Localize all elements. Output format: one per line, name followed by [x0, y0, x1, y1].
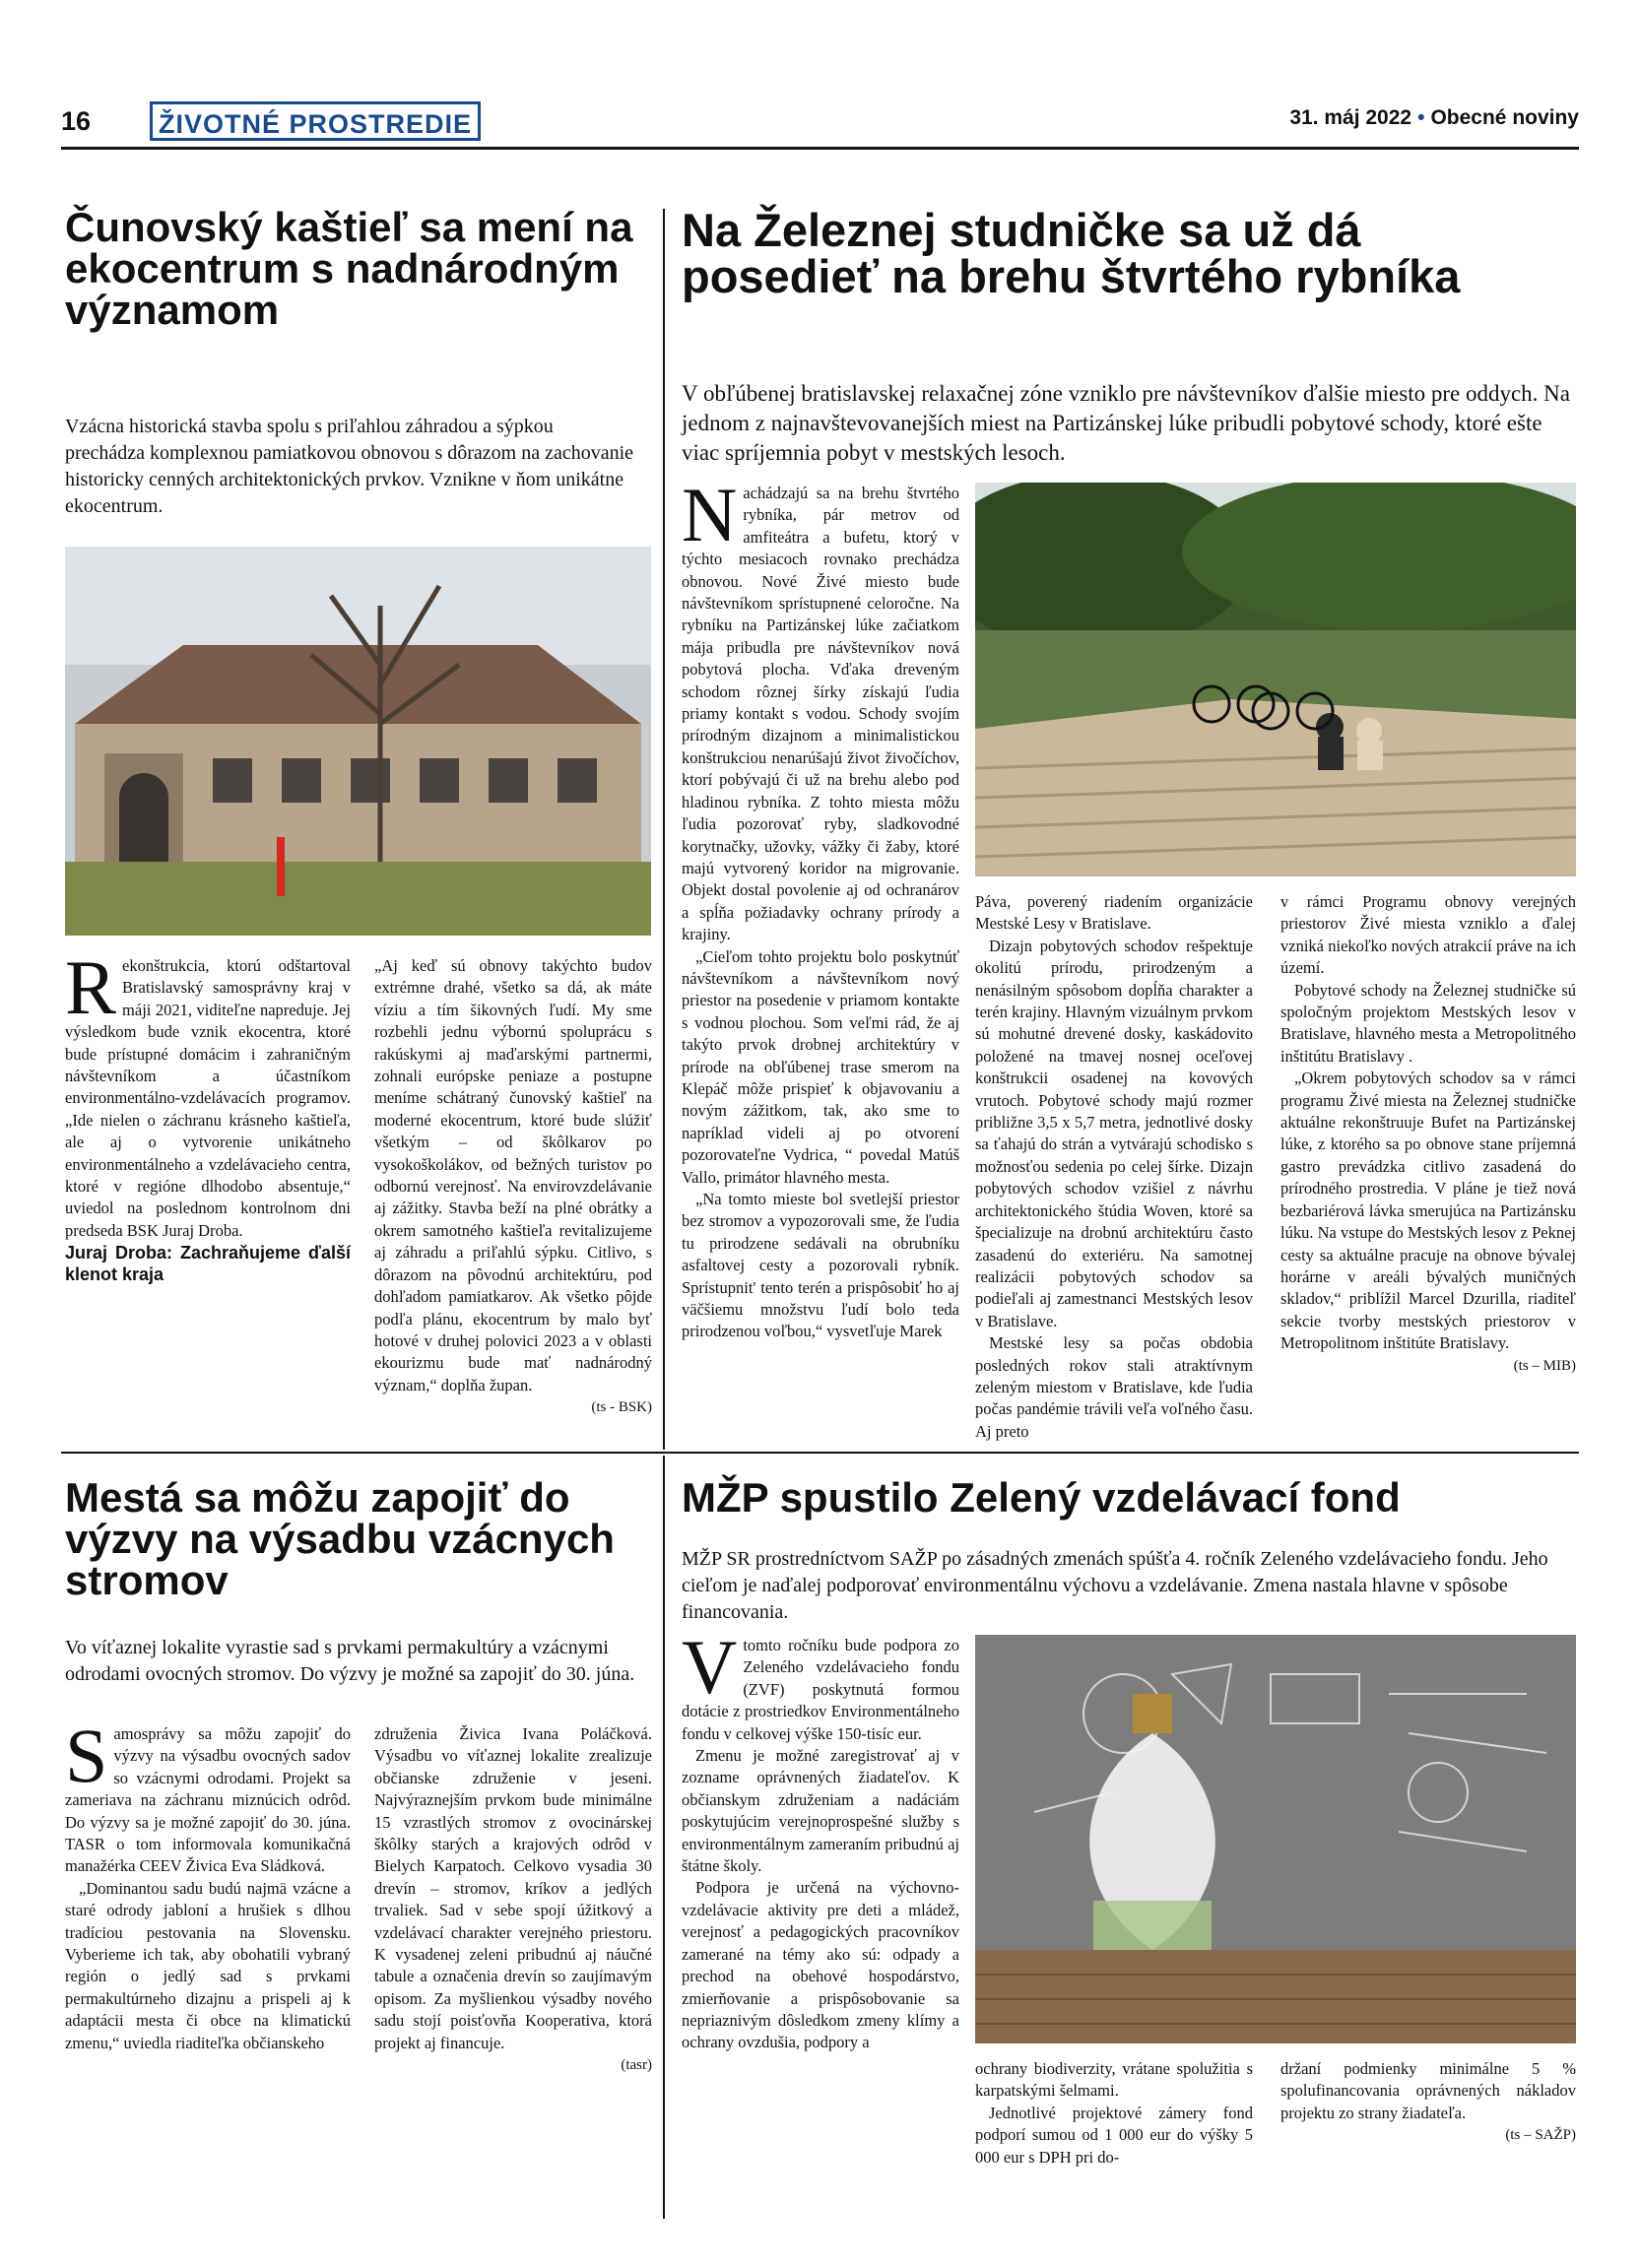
- article4-col2-text1: ochrany biodiverzity, vrátane spolužitia s karpatskými šelmami.: [975, 2059, 1253, 2101]
- article2-lead: V obľúbenej bratislavskej relaxačnej zóne vzniklo pre návštevníkov ďalšie miesto pre oddych. Na jednom z najnavštevovanejších miest na Partizánskej lúke pribudli pobytové schody, ktoré ešte viac spríjemnia pobyt v mestských lesoch.: [682, 381, 1570, 465]
- article4-lead: MŽP SR prostredníctvom SAŽP po zásadných zmenách spúšťa 4. ročník Zeleného vzdelávacieho fondu. Jeho cieľom je naďalej podporovať environmentálnu výchovu a vzdelávanie. Zmena nastala hlavne v spôsobe financovania.: [682, 1548, 1548, 1623]
- article2-photo-pond: [975, 483, 1576, 876]
- article1-column1: [65, 944, 351, 1285]
- article1-paragraph2: „Aj keď sú obnovy takýchto budov extrémne drahé, všetko sa dá, ak máte víziu a tím šikovných ľudí. My sme rozbehli jednu výbornú spoluprácu s rakúskymi aj maďarskými partnermi, zohnali európske peniaze a postupne meníme schátraný čunovský kaštieľ na moderné ekocentrum, ktoré bude slúžiť všetkým – od škôlkarov po vysokoškolákov, od bežných turistov po odbornú verejnosť. Na envirovzdelávanie aj zážitky. Stavba beží na plné obrátky a okrem samotného kaštieľa revitalizujeme aj záhradu a priľahlú sýpku. Citlivo, s dôrazom na pôvodnú architektúru, pod dohľadom pamiatkarov. Ak všetko pôjde podľa plánu, ekocentrum by malo byť hotové v druhej polovici 2023 a v oblasti ekourizmu bude mať nadnárodný význam,“ doplňa župan.: [374, 956, 652, 1394]
- article4-column1: [682, 1624, 959, 2054]
- article2-column1: [682, 472, 959, 1343]
- section-title: ŽIVOTNÉ PROSTREDIE: [150, 101, 481, 141]
- article3-headline: Mestá sa môžu zapojiť do výzvy na výsadbu vzácnych stromov: [65, 1474, 615, 1603]
- article4-col1-text3: Podpora je určená na výchovno-vzdelávacie aktivity pre deti a mládež, verejnosť a pedagogických pracovníkov zamerané na témy ako sú: odpady a prechod na obehové hospodárstvo, zmierňovanie a prispôsobovanie sa nepriaznivým dôsledkom zmeny klímy a ochrany ovzdušia, podpory a: [682, 1878, 959, 2052]
- article2-col1-quote: „Cieľom tohto projektu bolo poskytnúť návštevníkom a návštevníkom nový priestor na posedenie v priamom kontakte s vodnou plochou. Som veľmi rád, že aj takýto prvok drobnej architektúry v prírode na obľúbenej trase smerom na Klepáč môže prispieť k objavovaniu a novým zážitkom, tak, ako sme to napríklad videli aj po otvorení pozorovateľne Vydrica, “ povedal Matúš Vallo, primátor hlavného mesta.: [682, 946, 959, 1187]
- article2-dropcap: N: [682, 472, 738, 557]
- article3-column1: [65, 1713, 351, 2054]
- page-number: 16: [61, 106, 92, 136]
- article1-subhead: Juraj Droba: Zachraňujeme ďalší klenot kraja: [65, 1243, 351, 1285]
- article3-col1-text: amosprávy sa môžu zapojiť do výzvy na výsadbu ovocných sadov so vzácnymi odrodami. Projekt sa zameriava na záchranu miznúcich odrôd. Do výzvy sa je možné zapojiť do 30. júna. TASR o tom informovala komunikačná manažérka CEEV Živica Eva Sládková.: [65, 1724, 351, 1876]
- article2-col2-text1: Páva, poverený riadením organizácie Mestské Lesy v Bratislave.: [975, 892, 1253, 934]
- article3-dropcap: S: [65, 1713, 108, 1798]
- article2-signature: (ts – MIB): [1513, 1357, 1576, 1374]
- article4-column3: [1280, 2058, 1576, 2147]
- article2-col2-text3: Mestské lesy sa počas obdobia posledných rokov stali atraktívnym zeleným miestom v Bratislave, kde ľudia počas pandémie trávili veľa voľného času. Aj preto: [975, 1333, 1253, 1441]
- article4-headline: MŽP spustilo Zelený vzdelávací fond: [682, 1474, 1401, 1521]
- article2-col1-quote2: „Na tomto mieste bol svetlejší priestor bez stromov a vypozorovali sme, že ľudia tu prirodzene sedávali na obrubníku asfaltovej cesty a pozorovali rybník. Sprístupnit' tento terén a prispôsobiť ho aj väčšiemu množstvu ľudí bolo teda prirodzenou voľbou,“ vysvetľuje Marek: [682, 1190, 959, 1341]
- issue-info: [1289, 106, 1579, 130]
- article2-column2: [975, 891, 1253, 1443]
- column-separator-top: [663, 209, 665, 1450]
- article4-column2: [975, 2058, 1253, 2169]
- row-separator: [61, 1452, 1579, 1454]
- column-separator-bottom: [663, 1456, 665, 2219]
- article3-column2: [374, 1723, 652, 2077]
- article1-photo-manor: [65, 547, 651, 936]
- article2-col2-text2: Dizajn pobytových schodov rešpektuje okolitú prírodu, prirodzeným a nenásilným spôsobom dopĺňa charakter a terén krajiny. Hlavným vizuálnym prvkom sú mohutné drevené dosky, kaskádovito položené na tmavej nosnej oceľovej konštrukcii osadenej na kovových vrutoch. Pobytové schody majú rozmer približne 3,5 x 5,7 metra, jednotlivé dosky sa ťahajú do strán a vytvárajú schodisko s možnosťou sedenia po celej šírke. Dizajn pobytových schodov vzišiel z návrhu architektonického štúdia Woven, ktoré sa špecializuje na drobnú architektúru často zasadenú do exteriéru. Na samotnej realizácii pobytových schodov sa podieľali aj zamestnanci Mestských lesov v Bratislave.: [975, 936, 1253, 1330]
- article2-col3-text3: „Okrem pobytových schodov sa v rámci programu Živé miesta na Železnej studničke aktuálne rekonštruuje Bufet na Partizánskej lúke, z ktorého sa po obnove stane príjemná gastro prevádzka citlivo zasadená do prírodného prostredia. V pláne je tiež nová bezbariérová lávka smerujúca na Partizánsku lúku. Na vstupe do Mestských lesov z Peknej cesty sa aktuálne pracuje na obnove bývalej horárne v areáli bývalých muničných skladov,“ priblížil Marcel Dzurilla, riaditeľ sekcie tvorby mestských priestorov v Metropolitnom inštitúte Bratislavy.: [1280, 1069, 1576, 1353]
- article1-dropcap: R: [65, 944, 117, 1030]
- separator-dot: •: [1417, 106, 1425, 129]
- article3-col2-text: združenia Živica Ivana Poláčková. Výsadbu vo víťaznej lokalite zrealizuje občianske združenie v jeseni. Najvýraznejším prvkom bude minimálne 15 vzrastlých stromov z ovocinárskej škôlky starých a krajových odrôd v Bielych Karpatoch. Celkovo vysadia 30 drevín – stromov, kríkov a jedlých trvaliek. Sad v sebe spojí úžitkový a vzdelávací charakter verejného priestoru. K vysadenej zeleni pribudnú aj náučné tabule a označenia drevín so zaujímavým opisom. Za myšlienkou výsadby nového sadu stojí poisťovňa Kooperativa, ktorá projekt aj financuje.: [374, 1724, 652, 2052]
- article4-photo-lightbulb: [975, 1635, 1576, 2043]
- article1-headline: Čunovský kaštieľ sa mení na ekocentrum s nadnárodným významom: [65, 204, 633, 333]
- article1-lead: Vzácna historická stavba spolu s priľahlou záhradou a sýpkou prechádza komplexnou pamiatkovou obnovou s dôrazom na zachovanie historicky cenných architektonických prvkov. Vznikne v ňom unikátne ekocentrum.: [65, 416, 634, 517]
- article4-dropcap: V: [682, 1624, 738, 1710]
- article3-lead: Vo víťaznej lokalite vyrastie sad s prvkami permakultúry a vzácnymi odrodami ovocných stromov. Do výzvy je možné sa zapojiť do 30. júna.: [65, 1637, 635, 1685]
- article4-col1-text: tomto ročníku bude podpora zo Zeleného vzdelávacieho fondu (ZVF) poskytnutá formou dotácie z prostriedkov Environmentálneho fondu v celkovej výške 150-tisíc eur.: [682, 1636, 959, 1743]
- article1-column2: [374, 955, 652, 1419]
- article4-col3-text: držaní podmienky minimálne 5 % spolufinancovania oprávnených nákladov projektu zo strany žiadateľa.: [1280, 2059, 1576, 2122]
- publication-name: Obecné noviny: [1430, 106, 1579, 129]
- article2-col3-text2: Pobytové schody na Železnej studničke sú spoločným projektom Mestských lesov v Bratislave, hlavného mesta a Metropolitného inštitútu Bratislavy .: [1280, 980, 1576, 1066]
- article3-col1-quote: „Dominantou sadu budú najmä vzácne a staré odrody jabloní a hrušiek s dlhou tradíciou pestovania na Slovensku. Vyberieme ich tak, aby obohatili vybraný región o jedlý sad s prvkami permakultúrneho dizajnu a prispeli aj k adaptácii mesta či obce na klimatickú zmenu,“ uviedla riaditeľka občianskeho: [65, 1878, 351, 2052]
- article3-signature: (tasr): [621, 2057, 652, 2074]
- issue-date: 31. máj 2022: [1289, 106, 1412, 129]
- article2-column3: [1280, 891, 1576, 1377]
- article2-col1-text: achádzajú sa na brehu štvrtého rybníka, pár metrov od amfiteátra a bufetu, ktorý v týchto mesiacoch rovnako prechádza obnovou. Nové Živé miesto bude návštevníkom sprístupnené celoročne. Na rybníku na Partizánskej lúke začiatkom mája pribudla pre návštevníkov nová pobytová plocha. Vďaka dreveným schodom rôznej šírky získajú ľudia priamy kontakt s vodou. Schody svojím prírodným dizajnom a minimalistickou konštrukciou nenarúšajú život živočíchov, ktorí pobývajú či už na brehu alebo pod hladinou rybníka. Z tohto miesta môžu ľudia pozorovať ryby, sladkovodné korytnačky, užovky, vážky či žaby, ktoré majú vytvorený koridor na migrovanie. Objekt dostal povolenie aj od ochranárov a spĺňa požiadavky ochrany prírody a krajiny.: [682, 484, 959, 944]
- article2-headline: Na Železnej studničke sa už dá posedieť na brehu štvrtého rybníka: [682, 204, 1461, 302]
- article2-col3-text1: v rámci Programu obnovy verejných priestorov Živé miesta vzniklo a ďalej vzniká niekoľko nových atrakcií práve na ich území.: [1280, 892, 1576, 978]
- article4-col2-text2: Jednotlivé projektové zámery fond podporí sumou od 1 000 eur do výšky 5 000 eur s DPH pri do-: [975, 2103, 1253, 2167]
- article4-signature: (ts – SAŽP): [1505, 2127, 1576, 2144]
- article1-paragraph1: ekonštrukcia, ktorú odštartoval Bratislavský samosprávny kraj v máji 2021, viditeľne napreduje. Jej výsledkom bude vznik ekocentra, ktoré bude prístupné domácim i zahraničným návštevníkom a účastníkom environmentálno-vzdelávacích programov. „Ide nielen o záchranu krásneho kaštieľa, ale aj o vytvorenie unikátneho environmentálneho a vzdelávacieho centra, ktoré v regióne dlhodobo absentuje,“ uviedol na poslednom kontrolnom dni predseda BSK Juraj Droba.: [65, 956, 351, 1240]
- article1-signature: (ts - BSK): [591, 1399, 652, 1416]
- article4-col1-text2: Zmenu je možné zaregistrovať aj v zozname oprávnených žiadateľov. K občianskym združeniam a nadáciám poskytujúcim verejnoprospešné služby s environmentálnym zameraním pribudnú aj štátne školy.: [682, 1746, 959, 1876]
- header-rule: [61, 147, 1579, 150]
